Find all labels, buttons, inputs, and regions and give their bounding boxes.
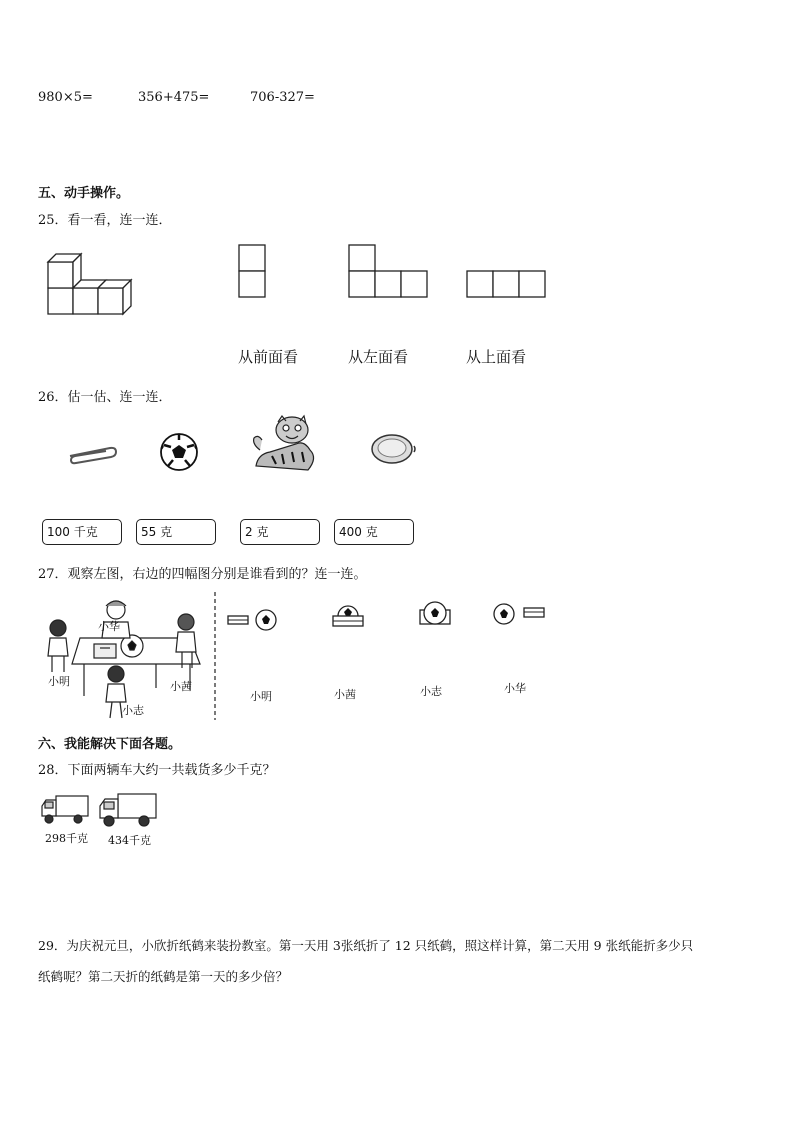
- tiger-image: [248, 414, 320, 474]
- view-ball-behind-box: [330, 602, 366, 630]
- label-front-view: 从前面看: [238, 348, 299, 366]
- top-view-shape: [466, 270, 546, 298]
- section-5-heading: 五、动手操作。: [38, 186, 130, 201]
- view-label-xiaoqian: 小茜: [334, 688, 356, 701]
- calc-expression-1: 980×5=: [38, 90, 93, 105]
- truck-icon-2: [98, 790, 158, 828]
- person-label-xiaoming: 小明: [48, 675, 70, 688]
- truck-1-weight: 298千克: [45, 832, 88, 845]
- weight-box-100kg: 100 千克: [42, 519, 122, 545]
- question-26-text: 26．估一估、连一连．: [38, 390, 172, 405]
- weight-box-400g: 400 克: [334, 519, 414, 545]
- calc-expression-2: 356+475=: [138, 90, 210, 105]
- cube-solid-figure: [46, 250, 141, 316]
- front-view-shape: [238, 244, 268, 298]
- question-25-text: 25．看一看，连一连．: [38, 213, 172, 228]
- left-view-shape: [348, 244, 428, 298]
- person-label-xiaoqian: 小茜: [170, 680, 192, 693]
- truck-2-weight: 434千克: [108, 834, 151, 847]
- dashed-divider: [213, 592, 217, 720]
- view-ball-box: [492, 602, 548, 626]
- plate-image: [370, 432, 418, 466]
- person-label-xiaohua: 小华: [98, 620, 120, 633]
- paperclip-image: [66, 444, 118, 462]
- weight-box-2g: 2 克: [240, 519, 320, 545]
- view-label-xiaozhi: 小志: [420, 685, 442, 698]
- section-6-heading: 六、我能解决下面各题。: [38, 737, 182, 752]
- soccer-ball-image: [159, 432, 199, 472]
- truck-icon-1: [40, 792, 90, 826]
- view-label-xiaohua: 小华: [504, 682, 526, 695]
- question-28-text: 28．下面两辆车大约一共载货多少千克？: [38, 763, 276, 778]
- view-box-ball: [226, 608, 280, 632]
- question-29-line-2: 纸鹤呢？第二天折的纸鹤是第一天的多少倍？: [38, 969, 289, 984]
- calc-expression-3: 706-327=: [250, 90, 315, 105]
- label-top-view: 从上面看: [466, 348, 527, 366]
- question-29-line-1: 29．为庆祝元旦，小欣折纸鹤来装扮教室。第一天用 3张纸折了 12 只纸鹤，照这样计算，第二天用 9 张纸能折多少只: [38, 938, 694, 953]
- weight-box-55g: 55 克: [136, 519, 216, 545]
- view-label-xiaoming: 小明: [250, 690, 272, 703]
- view-ball-front-box: [416, 600, 454, 630]
- person-label-xiaozhi: 小志: [122, 704, 144, 717]
- question-27-text: 27．观察左图，右边的四幅图分别是谁看到的？连一连。: [38, 567, 367, 582]
- label-left-view: 从左面看: [348, 348, 409, 366]
